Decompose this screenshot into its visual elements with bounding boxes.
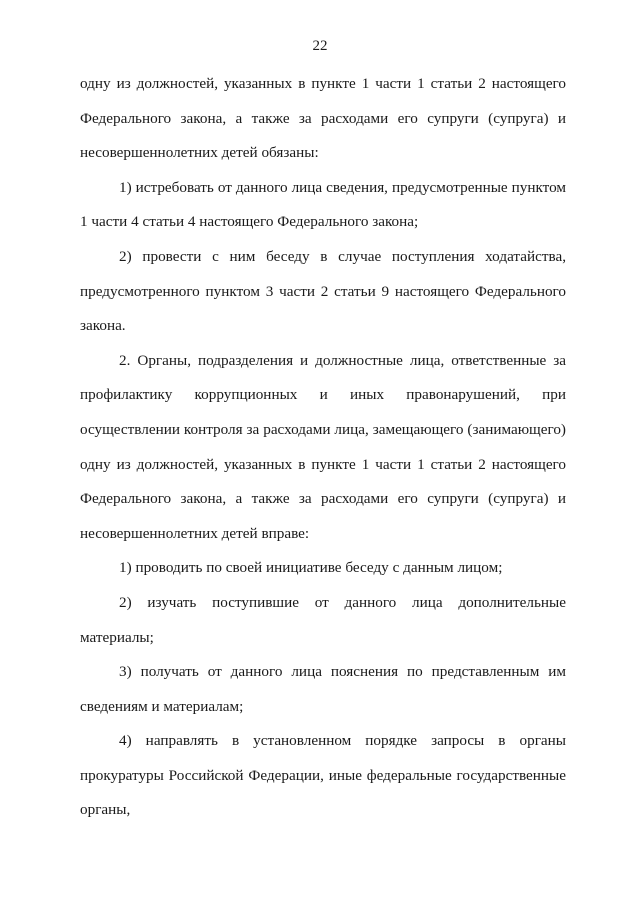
document-body	[80, 67, 566, 828]
paragraph-item-2-conversation: 2) провести с ним беседу в случае поступления ходатайства, предусмотренного пунктом 3 части 2 статьи 9 настоящего Федерального закона.	[80, 247, 566, 335]
paragraph-right-3-explanations: 3) получать от данного лица пояснения по представленным им сведениям и материалам;	[80, 663, 566, 715]
paragraph-continuation: одну из должностей, указанных в пункте 1 части 1 статьи 2 настоящего Федерального закона, а также за расходами его супруги (супруга) и несовершеннолетних детей обязаны:	[80, 75, 566, 162]
paragraph-right-4-requests: 4) направлять в установленном порядке запросы в органы прокуратуры Российской Федерации, иные федеральные государственные органы,	[80, 732, 566, 819]
paragraph-right-1-conversation: 1) проводить по своей инициативе беседу с данным лицом;	[119, 559, 503, 577]
paragraph-right-2-study-materials: 2) изучать поступившие от данного лица дополнительные материалы;	[80, 593, 566, 646]
paragraph-item-1-request-info: 1) истребовать от данного лица сведения, предусмотренные пунктом 1 части 4 статьи 4 настоящего Федерального закона;	[80, 178, 566, 231]
paragraph-section-2-rights: 2. Органы, подразделения и должностные лица, ответственные за профилактику коррупционных и иных правонарушений, при осуществлении контроля за расходами лица, замещающего (занимающего) одну из должностей, указанных в пункте 1 части 1 статьи 2 настоящего Федерального закона, а также за расходами его супруги (супруга) и несовершеннолетних детей вправе:	[80, 351, 566, 542]
page-number: 22	[312, 38, 328, 54]
